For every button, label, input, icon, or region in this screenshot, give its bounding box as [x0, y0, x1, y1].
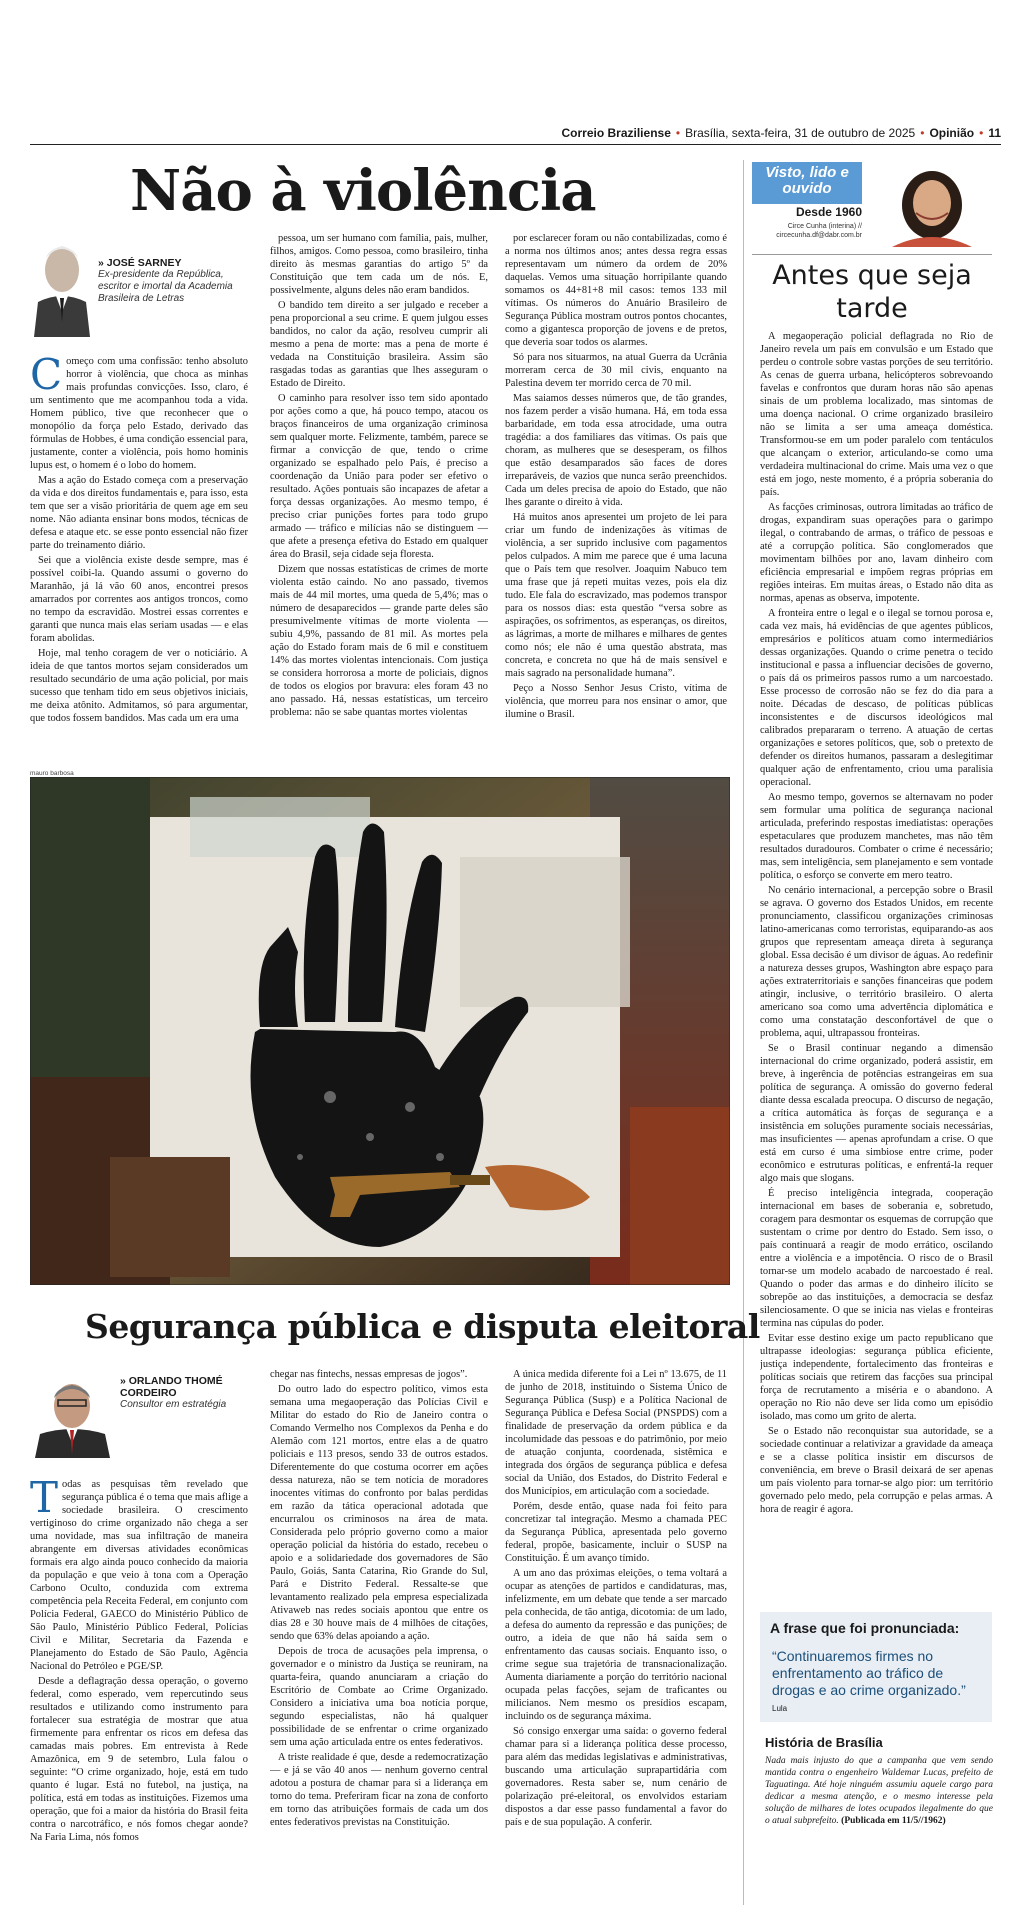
- illustration-credit: mauro barbosa: [30, 770, 74, 777]
- paragraph: Se o Estado não reconquistar sua autoridade, se a sociedade continuar a relativizar a gravidade da ameaça e se a classe política insistir em discursos de conveniência, em breve o Brasil deixará de ser apenas um país violento para tornar-se algo pior: um território governado pelo medo, pela corrupção e pelas armas. A hora de reagir é agora.: [760, 1426, 993, 1515]
- author1-role: Ex-presidente da República, escritor e imortal da Academia Brasileira de Letras: [98, 269, 233, 304]
- paragraph: No cenário internacional, a percepção sobre o Brasil se agrava. O governo dos Estados Unidos, em recente pronunciamento, classificou organizações criminosas latino-americanas como terroristas, equiparando-as aos grupos que representam ameaça direta à segurança global. Essa decisão é um divisor de águas. Ao redefinir a natureza desses grupos, Washington abre espaço para ações extraterritoriais e sanções financeiras que podem atingir, inclusive, o território brasileiro. O alerta americano soa como uma advertência diplomática e como uma constatação desconfortável de que o problema, aqui, ultrapassou fronteiras.: [760, 885, 993, 1039]
- quote-author: Lula: [772, 1704, 788, 1713]
- paragraph: odas as pesquisas têm revelado que segurança pública é o tema que mais aflige a sociedade brasileira. O crescimento vertiginoso do crime organizado não chega a ser uma novidade, mas sua infiltração de maneira abrangente em diversas atividades econômicas formais era algo ainda pouco conhecido da maioria da população e que veio à tona com a Operação Carbono Oculto, conduzida com extrema competência pela Receita Federal, em conjunto com Polícia Federal, GAECO do Ministério Público de São Paulo, Ministério Público Federal, Polícias Civil e Militar, Secretaria da Fazenda e Planejamento do Estado de São Paulo, Agência Nacional do Petróleo e PGE/SP.: [30, 1479, 248, 1672]
- paragraph: Só consigo enxergar uma saída: o governo federal chamar para si a liderança política desse processo, para além das medidas legislativas e administrativas, buscando uma articulação suprapartidária com governadores. Resta saber se, num cenário de polarização pré-eleitoral, os envolvidos estariam dispostos a dar esse passo fundamental a favor do país e de sua população. A conferir.: [505, 1726, 727, 1828]
- sidebar-author-name: Circe Cunha (interina) //: [787, 223, 862, 230]
- paragraph: chegar nas fintechs, nessas empresas de jogos”.: [270, 1369, 468, 1380]
- paragraph: Dizem que nossas estatísticas de crimes de morte violenta estão caindo. No ano passado, tivemos mais de 44 mil mortes, uma queda de 5,4%; mas o número de desaparecidos — grande parte deles são presumivelmente vítimas de morte violenta — subiu 4,9%, passando de 81 mil. As mortes pela ação do Estado foram mais de 6 mil e constituem 14% das mortes violentas intencionais. Com justiça se considera horrorosa a morte de policiais, dignos de todos os elogios por bravura: eles foram 43 no ano passado. Há, nessas estatísticas, um terceiro problema: não se sabe quantas mortes violentas: [270, 564, 488, 718]
- sidebar-author-email: circecunha.df@dabr.com.br: [776, 232, 862, 239]
- paragraph: A única medida diferente foi a Lei nº 13.675, de 11 de junho de 2018, instituindo o Sistema Único de Segurança Pública (Susp) e a Política Nacional de Segurança Pública e Defesa Social (PNSPDS) com a finalidade de preservação da ordem pública e da incolumidade das pessoas e do patrimônio, por meio de atuação conjunta, coordenada, sistêmica e integrada dos órgãos de segurança pública e defesa social da União, dos Estados, do Distrito Federal e dos Municípios, em articulação com a sociedade.: [505, 1369, 727, 1497]
- paragraph: Mas a ação do Estado começa com a preservação da vida e dos direitos fundamentais e, para isso, esta tem que ser a visão prioritária de quem age em seu nome. Não adianta ensinar bons modos, técnicas de defesa e ataque etc. se esse ponto essencial não fizer parte do treinamento diário.: [30, 475, 248, 551]
- paragraph: Ao mesmo tempo, governos se alternavam no poder sem formular uma política de segurança nacional articulada, preferindo respostas imediatistas: operações espetaculares que produzem manchetes, mas não têm resultados duradouros. Combater o crime é necessário; mas, sem inteligência, sem planejamento e sem vontade política, o esforço se converte em mero teatro.: [760, 792, 993, 881]
- paragraph: Do outro lado do espectro político, vimos esta semana uma megaoperação das Polícias Civil e Militar do estado do Rio de Janeiro contra o Comando Vermelho nos Complexos da Penha e do Alemão com 121 mortos, entre elas a de quatro policiais e 113 presos, sendo 33 de outros estados. Diferentemente do que costuma ocorrer em ações dessa natureza, não se tem notícia de moradores inocentes vítimas do confronto por balas perdidas em razão da tática operacional adotada que encurralou os criminosos na área de mata. Considerada pelo próprio governo como a maior operação policial da história do estado, recebeu o apoio e a solidariedade dos governadores de São Paulo, Goiás, Santa Catarina, Rio Grande do Sul, Pará e Distrito Federal. Ressalte-se que levantamento realizado pela empresa especializada Ativaweb nas redes sociais apontou que entre os dias 28 e 30 houve mais de 4 milhões de citações, sendo que 63% delas apoiando a ação.: [270, 1384, 488, 1642]
- paragraph: Só para nos situarmos, na atual Guerra da Ucrânia morreram cerca de 30 mil civis, enquanto na Palestina devem ter morrido cerca de 70 mil.: [505, 352, 727, 389]
- paragraph: A fronteira entre o legal e o ilegal se tornou porosa e, cada vez mais, há evidências de que agentes públicos, empresários e políticos atuam como intermediários dessas organizações. Quando o crime penetra o tecido institucional e passa a influenciar decisões de governo, o país dá os primeiros passos rumo a um narcoestado. Esse processo de corrosão não se fez do dia para a noite. Décadas de descaso, de políticas públicas inconsistentes e de discursos ideológicos mal calibrados prepararam o terreno. A atuação de certas organizações e setores políticos, que, sob o pretexto de defender os direitos humanos, passaram a deslegitimar qualquer ação de enfrentamento, criou uma paralisia operacional.: [760, 608, 993, 788]
- history-title: História de Brasília: [765, 1735, 883, 1750]
- article1-dropcap: C: [30, 355, 63, 399]
- sidebar-column-name: Visto, lido e ouvido: [752, 162, 862, 204]
- sidebar-author-photo: [872, 165, 992, 247]
- illustration-handprint: [30, 777, 730, 1285]
- article2-column-2: [270, 1368, 488, 1898]
- author1-byline: [98, 257, 248, 305]
- header-rule: [30, 144, 1001, 145]
- paragraph: A megaoperação policial deflagrada no Rio de Janeiro revela um país em convulsão e um Estado que perdeu o controle sobre vastas porções de seu território. As cenas de guerra urbana, helicópteros sobrevoando favelas e confrontos que duram horas não são apenas sinais de um problema localizado, mas sintomas de uma doença nacional. O crime organizado brasileiro não se limita a ser uma ameaça doméstica. Transformou-se em um poder paralelo com tentáculos que alcançam o exterior, articulando-se como uma verdadeira multinacional do crime. Mais uma vez o que está em jogo, neste momento, é a própria soberania do país.: [760, 331, 993, 498]
- article2-title: Segurança pública e disputa eleitoral: [85, 1307, 760, 1346]
- paragraph: Desde a deflagração dessa operação, o governo federal, como esperado, vem repercutindo seus resultados e utilizando como instrumento para fortalecer sua estratégia de mostrar que atua firmemente para enfrentar os ricos em defesa das camadas mais pobres. Em entrevista à Rede Amazônica, em 9 de setembro, Lula falou o seguinte: “O crime organizado, hoje, está em tudo quanto é lugar. Está no futebol, na justiça, na política, está em todas as instituições. Fizemos uma operação, que foi a maior da história do Brasil feita contra o narcotráfico, e nós fomos chegar aonde? Na Faria Lima, nós fomos: [30, 1676, 248, 1843]
- paragraph: A triste realidade é que, desde a redemocratização — e já se vão 40 anos — nenhum governo central adotou a postura de chamar para si a liderança em torno do tema. Preferiram ficar na zona de conforto em torno das atribuições formais de cada um dos entes federativos previstas na Constituição.: [270, 1752, 488, 1828]
- quote-text: “Continuaremos firmes no enfrentamento ao tráfico de drogas e ao crime organizado.”: [772, 1648, 966, 1698]
- sidebar-text: [760, 330, 993, 1600]
- sidebar-title: Antes que seja tarde: [772, 260, 972, 324]
- paragraph: Peço a Nosso Senhor Jesus Cristo, vítima de violência, que morreu para nos ensinar o amor, que ilumine o Brasil.: [505, 683, 727, 720]
- article2-column-3: [505, 1368, 727, 1898]
- history-reference: (Publicada em 11/5//1962): [841, 1816, 946, 1826]
- dateline: Brasília, sexta-feira, 31 de outubro de 2025: [685, 126, 916, 140]
- paragraph: Porém, desde então, quase nada foi feito para concretizar tal integração. Mesmo a chamada PEC da Segurança Pública, apresentada pelo governo federal, propõe, basicamente, incluir o SUSP na Constituição. É um avanço tímido.: [505, 1501, 727, 1564]
- author2-byline: [120, 1375, 260, 1411]
- sidebar-rule: [752, 254, 992, 255]
- paragraph: As facções criminosas, outrora limitadas ao tráfico de drogas, expandiram suas operações para o garimpo ilegal, o contrabando de armas, o tráfico de pessoas e até a corrupção política. São conglomerados que movimentam bilhões por ano, lavam dinheiro com eficiência empresarial e impõem regras próprias em regiões inteiras. Em muitas áreas, o Estado não dita as normas, apenas as observa, impotente.: [760, 502, 993, 604]
- paragraph: Depois de troca de acusações pela imprensa, o governador e o ministro da Justiça se reuniram, na quarta-feira, quando anunciaram a criação do Escritório de Combate ao Crime Organizado. Considero a iniciativa uma boa notícia porque, segundo especialistas, não há qualquer possibilidade de se enfrentar o crime organizado sem uma ação articulada entre os entes federativos.: [270, 1646, 488, 1748]
- author1-photo: [30, 232, 90, 337]
- article1-title: Não à violência: [130, 158, 596, 224]
- author2-name: » ORLANDO THOMÉ CORDEIRO: [120, 1375, 223, 1399]
- paragraph: O caminho para resolver isso tem sido apontado por ações como a que, há pouco tempo, atacou os braços financeiros de uma organização criminosa sem qualquer morte. Felizmente, também, parece se firmar a convicção de que, tendo o crime organizado se espalhado pelo País, é preciso a coordenação da União para poder ser efetivo o resultado. Ações pontuais são incapazes de afetar a força dessas organizações. Ao mesmo tempo, é preciso criar punições fortes para todo grupo armado — tráfico e milícias não se distinguem — que afete a presença efetiva do Estado em qualquer área do Brasil, seja cidade seja floresta.: [270, 393, 488, 560]
- newspaper-name: Correio Braziliense: [561, 126, 671, 140]
- article1-column-2: [270, 232, 488, 744]
- column-divider: [743, 160, 744, 1905]
- page-number: 11: [988, 126, 1001, 140]
- quote-label: A frase que foi pronunciada:: [770, 1620, 960, 1636]
- paragraph: Mas saiamos desses números que, de tão grandes, nos fazem perder a visão humana. Há, em toda essa barbaridade, em toda essa atrocidade, uma outra tragédia: a dos familiares das vítimas. Os pais que choram, as mulheres que se desesperam, os filhos que estão desamparados são faces de dores irreparáveis, de vazios que nunca serão preenchidos. Cada um deles precisa de apoio do Estado, que não lhes garante o direito à vida.: [505, 393, 727, 508]
- sidebar-since: Desde 1960: [795, 205, 862, 219]
- author1-name: » JOSÉ SARNEY: [98, 257, 182, 269]
- article1-column-3: [505, 232, 727, 744]
- author2-photo: [30, 1368, 115, 1458]
- paragraph: É preciso inteligência integrada, cooperação internacional em bases de soberania e, sobretudo, coragem para desmontar os esquemas de corrupção que sustentam o crime por dentro do Estado. Sem isso, o país continuará a reagir de modo errático, oscilando entre a violência e a impotência. O risco de o Brasil tornar-se um modelo acabado de narcoestado é real. Quando o poder das armas e do dinheiro ilícito se sobrepõe ao das instituições, a democracia se desfaz silenciosamente. O que se inicia nas vielas e fronteiras termina nas cúpulas do poder.: [760, 1188, 993, 1329]
- paragraph: Evitar esse destino exige um pacto republicano que ultrapasse ideologias: segurança pública eficiente, justiça independente, fortalecimento das fronteiras e políticas sociais que retirem das facções sua principal força de recrutamento a miséria e o abandono. A operação no Rio não deve ser lida como um episódio isolado, mas como um grito de alerta.: [760, 1333, 993, 1422]
- paragraph: Sei que a violência existe desde sempre, mas é possível coibi-la. Quando assumi o governo do Maranhão, já lá vão 60 anos, encontrei presos amarrados por correntes aos antigos troncos, como no tempo da escravidão. Mostrei essas correntes e garanti que nunca mais elas seriam usadas — e elas foram abolidas.: [30, 555, 248, 644]
- history-text: [765, 1755, 993, 1827]
- paragraph: Se o Brasil continuar negando a dimensão internacional do crime organizado, poderá assistir, em breve, à ingerência de potências estrangeiras em sua política de segurança. A omissão do governo federal diante dessa escalada preocupa. O discurso de negação, a crítica automática às forças de segurança e a insistência em soluções puramente sociais necessárias, mas insuficientes — apenas aprofundam a crise. O que está em curso é uma simbiose entre crime, poder econômico e estruturas políticas, e enfrentá-la requer algo mais que slogans.: [760, 1043, 993, 1184]
- section-name: Opinião: [929, 126, 975, 140]
- paragraph: Hoje, mal tenho coragem de ver o noticiário. A ideia de que tantos mortos sejam considerados um resultado secundário de uma ação policial, por mais sucesso que tenham tido em seus objetivos iniciais, me deixa atônito. Admitamos, só para argumentar, que todos fossem bandidos. Mas cada um era uma: [30, 648, 248, 724]
- paragraph: O bandido tem direito a ser julgado e receber a pena proporcional a seu crime. E quem julgou esses bandidos, no calor da ação, resolveu cumprir ali mesmo a pena de morte: mas a pena de morte é vedada na Constituição brasileira. Assim são rasgadas todas as garantias que lhes asseguram o Estado de Direito.: [270, 300, 488, 389]
- paragraph: Há muitos anos apresentei um projeto de lei para criar um fundo de indenizações às vítimas de violência, a ser suprido inclusive com pagamentos pelos culpados. A mim me parece que é uma lacuna que o País tem que resolver. Joaquim Nabuco tem uma frase que já repeti muitas vezes, pois ela diz tudo. Ele fala do escravizado, mas podemos transpor para os nossos dias: esta questão “versa sobre as aspirações, os sofrimentos, as esperanças, os direitos, as lágrimas, a morte de milhares e milhares de gentes como nós; ele não é uma questão abstrata, mas concreta, e concreta no que há de mais sensível e mais sagrado na personalidade humana”.: [505, 512, 727, 679]
- article2-column-1: [30, 1478, 248, 1898]
- page-header: Correio Braziliense • Brasília, sexta-feira, 31 de outubro de 2025 • Opinião • 11: [561, 126, 1001, 140]
- history-body: Nada mais injusto do que a campanha que vem sendo mantida contra o engenheiro Waldemar Lucas, prefeito de Taguatinga. Até hoje ninguém assumiu aquele cargo para dedicar a mesma atenção, e o mesmo interesse pela solução de milhares de lotes ocupados ilegalmente do que o atual subprefeito.: [765, 1756, 993, 1826]
- article2-dropcap: T: [30, 1478, 59, 1522]
- paragraph: A um ano das próximas eleições, o tema voltará a ocupar as atenções de partidos e candidaturas, mas, infelizmente, em um debate que tende a ser marcado pela conhecida, de tão antiga, dicotomia: de um lado, a defesa do aumento da repressão e das punições; de outro, a ideia de que não há saída sem o enfrentamento das causas sociais. Enquanto isso, o crime segue sua trajetória de transnacionalização. Aumenta diariamente a porção do território nacional ocupada pelas facções, sejam de traficantes ou milicianos. Nem mesmo os presídios escapam, incluindo os de segurança máxima.: [505, 1568, 727, 1722]
- paragraph: omeço com uma confissão: tenho absoluto horror à violência, que choca as minhas mais profundas convicções. Isso, claro, é um sentimento que me acompanhou toda a vida. Homem público, tive que reconhecer que o monopólio da força pelo Estado, derivado das fórmulas de Hobbes, é uma condição essencial para, justamente, conter a violência, pois homo hominis lupus est, o homem é o lobo do homem.: [30, 356, 248, 471]
- paragraph: pessoa, um ser humano com família, pais, mulher, filhos, amigos. Como pessoa, como brasileiro, tinha direito às mesmas garantias do artigo 5º da Constituição que tem cada um de nós. E, possivelmente, alguns deles não eram bandidos.: [270, 233, 488, 296]
- sidebar-author: [752, 222, 862, 240]
- article1-column-1: [30, 355, 248, 750]
- author2-role: Consultor em estratégia: [120, 1399, 227, 1410]
- paragraph: por esclarecer foram ou não contabilizadas, como é a norma nos últimos anos; antes dessa regra essas representavam um número da ordem de 20% daquelas. Vemos uma situação horripilante quando somamos os 44+81+8 mil casos: temos 133 mil vítimas. Os números do Anuário Brasileiro de Segurança Pública mostram outros pontos chocantes, como a gigantesca proporção de jovens e de pretos, que deveria soar todos os alarmes.: [505, 233, 727, 348]
